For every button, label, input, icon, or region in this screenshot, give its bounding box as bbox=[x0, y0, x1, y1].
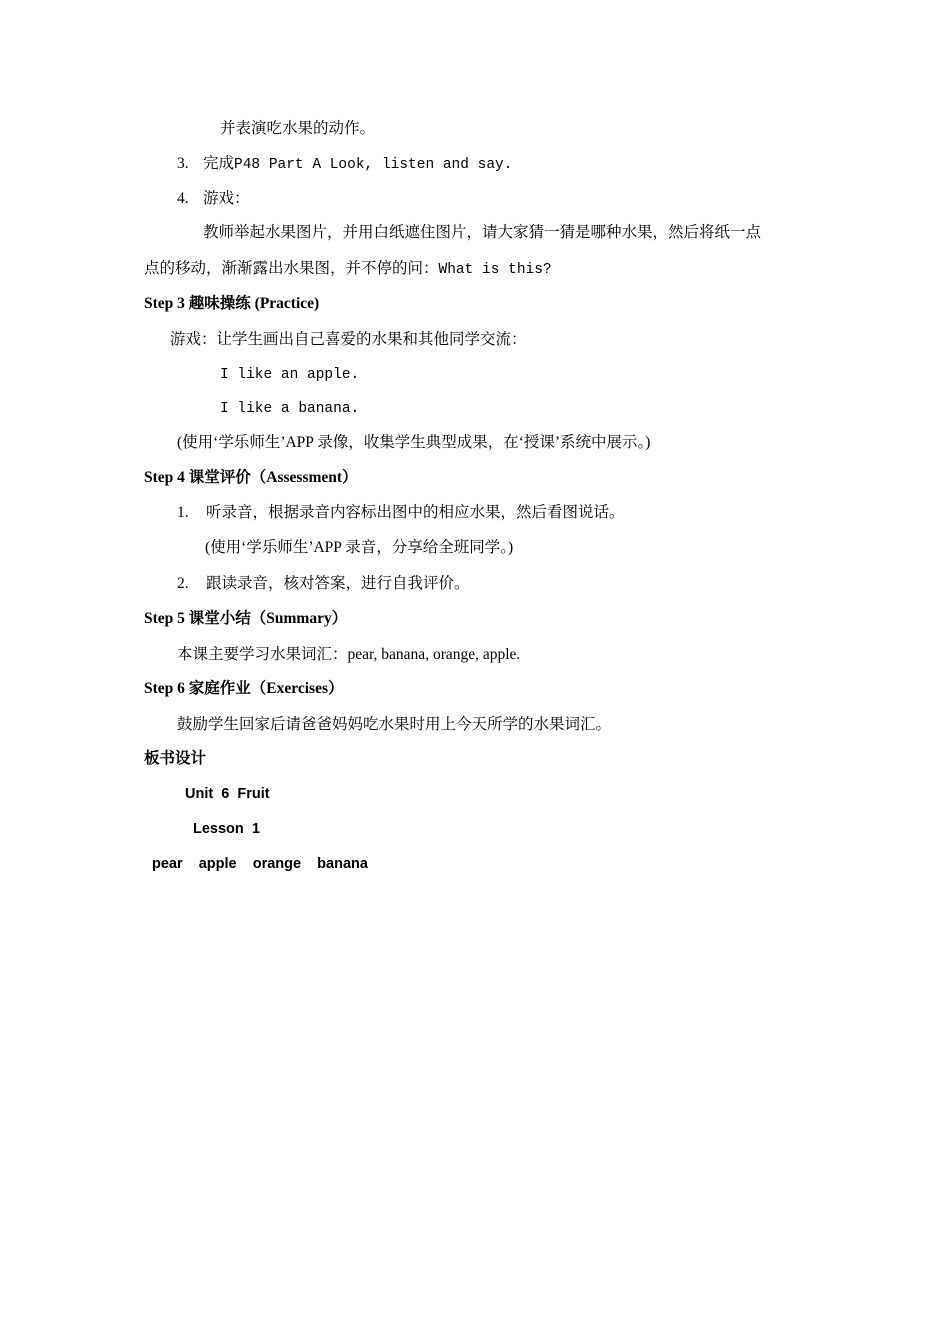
text-line: 鼓励学生回家后请爸爸妈妈吃水果时用上今天所学的水果词汇。 bbox=[177, 716, 612, 733]
text-line: I like an apple. bbox=[220, 367, 360, 383]
text-line: (使用‘学乐师生’APP 录像，收集学生典型成果，在‘授课’系统中展示。) bbox=[177, 434, 651, 451]
board-unit: Unit 6 Fruit bbox=[185, 786, 270, 802]
list-text: 跟读录音，核对答案，进行自我评价。 bbox=[206, 575, 470, 592]
list-text: 听录音，根据录音内容标出图中的相应水果，然后看图说话。 bbox=[206, 504, 625, 521]
list-item bbox=[177, 189, 250, 209]
list-number: 4. bbox=[177, 190, 189, 207]
list-text: 完成 bbox=[203, 155, 235, 172]
list-item bbox=[177, 574, 470, 594]
section-heading: Step 3 趣味操练 (Practice) bbox=[144, 295, 320, 312]
text-line bbox=[144, 259, 552, 280]
text-line: I like a banana. bbox=[220, 401, 360, 417]
text-cn: 点的移动，渐渐露出水果图，并不停的问： bbox=[144, 260, 439, 277]
list-text: 游戏： bbox=[203, 190, 250, 207]
section-heading: Step 5 课堂小结（Summary） bbox=[144, 610, 348, 627]
section-heading: Step 4 课堂评价（Assessment） bbox=[144, 469, 358, 486]
list-item bbox=[177, 503, 625, 523]
list-item bbox=[177, 154, 512, 175]
board-title: 板书设计 bbox=[144, 750, 207, 767]
list-number: 2. bbox=[177, 575, 189, 592]
text-line: 本课主要学习水果词汇：pear, banana, orange, apple. bbox=[177, 646, 521, 663]
text-line: 游戏：让学生画出自己喜爱的水果和其他同学交流： bbox=[170, 331, 527, 348]
section-heading: Step 6 家庭作业（Exercises） bbox=[144, 680, 344, 697]
text-line: 并表演吃水果的动作。 bbox=[220, 120, 376, 137]
board-words: pear apple orange banana bbox=[152, 856, 368, 872]
list-number: 1. bbox=[177, 504, 189, 521]
list-number: 3. bbox=[177, 155, 189, 172]
text-en: What is this? bbox=[438, 262, 552, 278]
text-line: (使用‘学乐师生’APP 录音，分享给全班同学。) bbox=[205, 539, 514, 556]
list-text-en: P48 Part A Look, listen and say. bbox=[234, 157, 513, 173]
text-line: 教师举起水果图片，并用白纸遮住图片，请大家猜一猜是哪种水果，然后将纸一点 bbox=[203, 224, 762, 241]
board-lesson: Lesson 1 bbox=[193, 821, 260, 837]
